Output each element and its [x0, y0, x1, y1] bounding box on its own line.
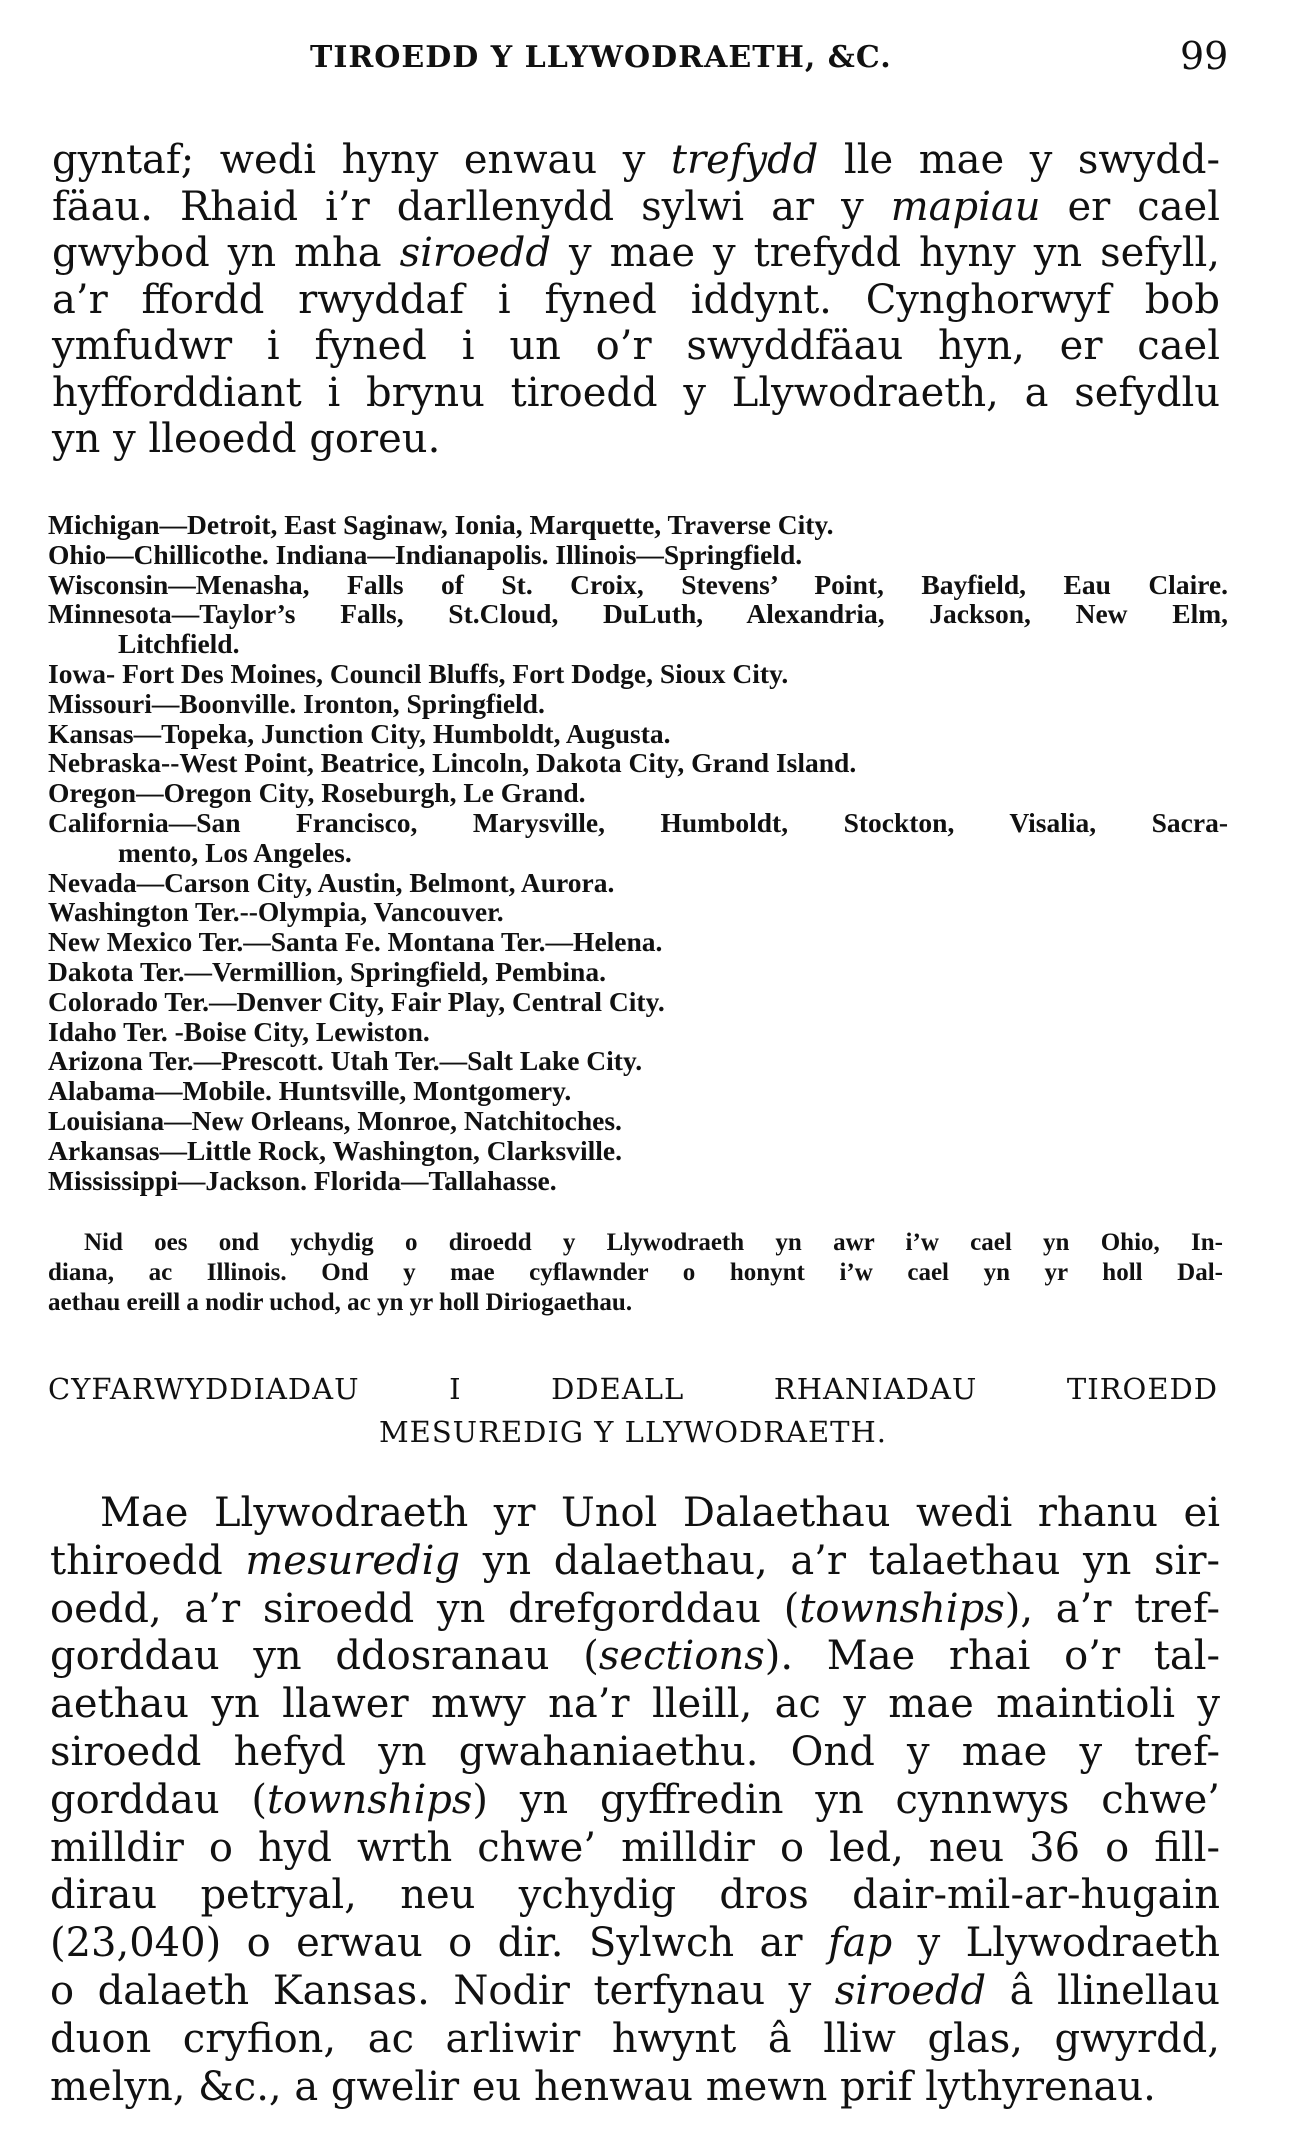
- text-line: a’r ffordd rwyddaf i fyned iddynt. Cynghorwyf bob: [52, 276, 1220, 323]
- land-office-entry: Arkansas—Little Rock, Washington, Clarksville.: [48, 1134, 623, 1166]
- text-line: thiroedd mesuredig yn dalaethau, a’r talaethau yn sir-: [50, 1537, 1220, 1584]
- land-office-entry: Minnesota—Taylor’s Falls, St.Cloud, DuLuth, Alexandria, Jackson, New Elm,: [48, 598, 1228, 630]
- land-office-entry: Iowa- Fort Des Moines, Council Bluffs, Fort Dodge, Sioux City.: [48, 657, 789, 689]
- land-office-entry: Mississippi—Jackson. Florida—Tallahasse.: [48, 1164, 557, 1196]
- land-office-entry: California—San Francisco, Marysville, Humboldt, Stockton, Visalia, Sacra-: [48, 806, 1228, 838]
- land-office-entry: Ohio—Chillicothe. Indiana—Indianapolis. Illinois—Springfield.: [48, 538, 803, 570]
- text-line: melyn, &c., a gwelir eu henwau mewn prif lythyrenau.: [50, 2063, 1156, 2110]
- note-line: aethau ereill a nodir uchod, ac yn yr holl Diriogaethau.: [48, 1289, 633, 1316]
- land-office-entry: Arizona Ter.—Prescott. Utah Ter.—Salt Lake City.: [48, 1045, 643, 1077]
- text-line: hyfforddiant i brynu tiroedd y Llywodraeth, a sefydlu: [52, 369, 1220, 416]
- land-office-list: [48, 510, 1228, 1195]
- land-office-entry: Idaho Ter. -Boise City, Lewiston.: [48, 1015, 430, 1047]
- text-line: duon cryfion, ac arliwir hwynt â lliw glas, gwyrdd,: [50, 2015, 1220, 2062]
- section-heading-line-1: CYFARWYDDIADAU I DDEALL RHANIADAU TIROEDD: [48, 1372, 1218, 1406]
- text-line: siroedd hefyd yn gwahaniaethu. Ond y mae y tref-: [50, 1728, 1220, 1775]
- italic-term: mapiau: [890, 183, 1041, 230]
- land-office-entry: Kansas—Topeka, Junction City, Humboldt, Augusta.: [48, 717, 671, 749]
- text-line: o dalaeth Kansas. Nodir terfynau y siroedd â llinellau: [50, 1967, 1220, 2014]
- running-head: [0, 34, 1295, 84]
- text-line: Mae Llywodraeth yr Unol Dalaethau wedi rhanu ei: [100, 1490, 1220, 1536]
- text-line: milldir o hyd wrth chwe’ milldir o led, neu 36 o fill-: [50, 1824, 1220, 1871]
- italic-term: sections: [598, 1633, 765, 1680]
- text-line: aethau yn llawer mwy na’r lleill, ac y mae maintioli y: [50, 1681, 1220, 1728]
- land-office-entry: Nevada—Carson City, Austin, Belmont, Aurora.: [48, 866, 615, 898]
- text-line: gwybod yn mha siroedd y mae y trefydd hyny yn sefyll,: [52, 230, 1221, 276]
- text-line: dirau petryal, neu ychydig dros dair-mil-ar-hugain: [50, 1872, 1220, 1919]
- italic-term: townships: [267, 1776, 473, 1823]
- italic-term: trefydd: [670, 137, 819, 183]
- intro-paragraph: [52, 137, 1220, 463]
- running-title: TIROEDD Y LLYWODRAETH, &C.: [310, 40, 892, 75]
- text-line: fäau. Rhaid i’r darllenydd sylwi ar y mapiau er cael: [52, 183, 1221, 230]
- land-office-entry: Oregon—Oregon City, Roseburgh, Le Grand.: [48, 777, 586, 809]
- land-office-entry: Washington Ter.--Olympia, Vancouver.: [48, 896, 504, 928]
- page-number: 99: [1180, 34, 1229, 78]
- text-line: gorddau (townships) yn gyffredin yn cynnwys chwe’: [50, 1776, 1220, 1823]
- land-office-entry: Litchfield.: [118, 628, 240, 660]
- section-heading: [48, 1368, 1218, 1454]
- text-line: gyntaf; wedi hyny enwau y trefydd lle mae y swydd-: [52, 137, 1220, 183]
- land-office-entry: Alabama—Mobile. Huntsville, Montgomery.: [48, 1075, 572, 1107]
- land-office-entry: Wisconsin—Menasha, Falls of St. Croix, Stevens’ Point, Bayfield, Eau Claire.: [48, 568, 1228, 600]
- land-office-entry: Dakota Ter.—Vermillion, Springfield, Pembina.: [48, 955, 606, 987]
- section-heading-line-2: MESUREDIG Y LLYWODRAETH.: [378, 1415, 888, 1449]
- land-office-entry: New Mexico Ter.—Santa Fe. Montana Ter.—Helena.: [48, 926, 663, 958]
- main-paragraph: [50, 1490, 1220, 2111]
- land-office-entry: Michigan—Detroit, East Saginaw, Ionia, Marquette, Traverse City.: [48, 509, 834, 540]
- italic-term: siroedd: [834, 1967, 987, 2014]
- text-line: ymfudwr i fyned i un o’r swyddfäau hyn, er cael: [52, 323, 1220, 369]
- land-office-entry: Colorado Ter.—Denver City, Fair Play, Central City.: [48, 985, 665, 1017]
- italic-term: townships: [799, 1585, 1005, 1632]
- italic-term: siroedd: [399, 230, 551, 276]
- italic-term: mesuredig: [245, 1537, 461, 1584]
- note-line: diana, ac Illinois. Ond y mae cyflawnder o honynt i’w cael yn yr holl Dal-: [48, 1259, 1223, 1286]
- text-line: (23,040) o erwau o dir. Sylwch ar fap y Llywodraeth: [50, 1920, 1220, 1967]
- text-line: yn y lleoedd goreu.: [52, 416, 441, 462]
- text-line: oedd, a’r siroedd yn drefgorddau (townships), a’r tref-: [50, 1585, 1220, 1632]
- availability-note: [48, 1228, 1223, 1318]
- italic-term: fap: [827, 1920, 893, 1967]
- land-office-entry: Louisiana—New Orleans, Monroe, Natchitoches.: [48, 1104, 622, 1136]
- text-line: gorddau yn ddosranau (sections). Mae rhai o’r tal-: [50, 1633, 1221, 1680]
- land-office-entry: Missouri—Boonville. Ironton, Springfield.: [48, 687, 545, 719]
- land-office-entry: mento, Los Angeles.: [118, 836, 352, 868]
- land-office-entry: Nebraska--West Point, Beatrice, Lincoln, Dakota City, Grand Island.: [48, 747, 857, 779]
- note-line: Nid oes ond ychydig o diroedd y Llywodraeth yn awr i’w cael yn Ohio, In-: [84, 1229, 1223, 1256]
